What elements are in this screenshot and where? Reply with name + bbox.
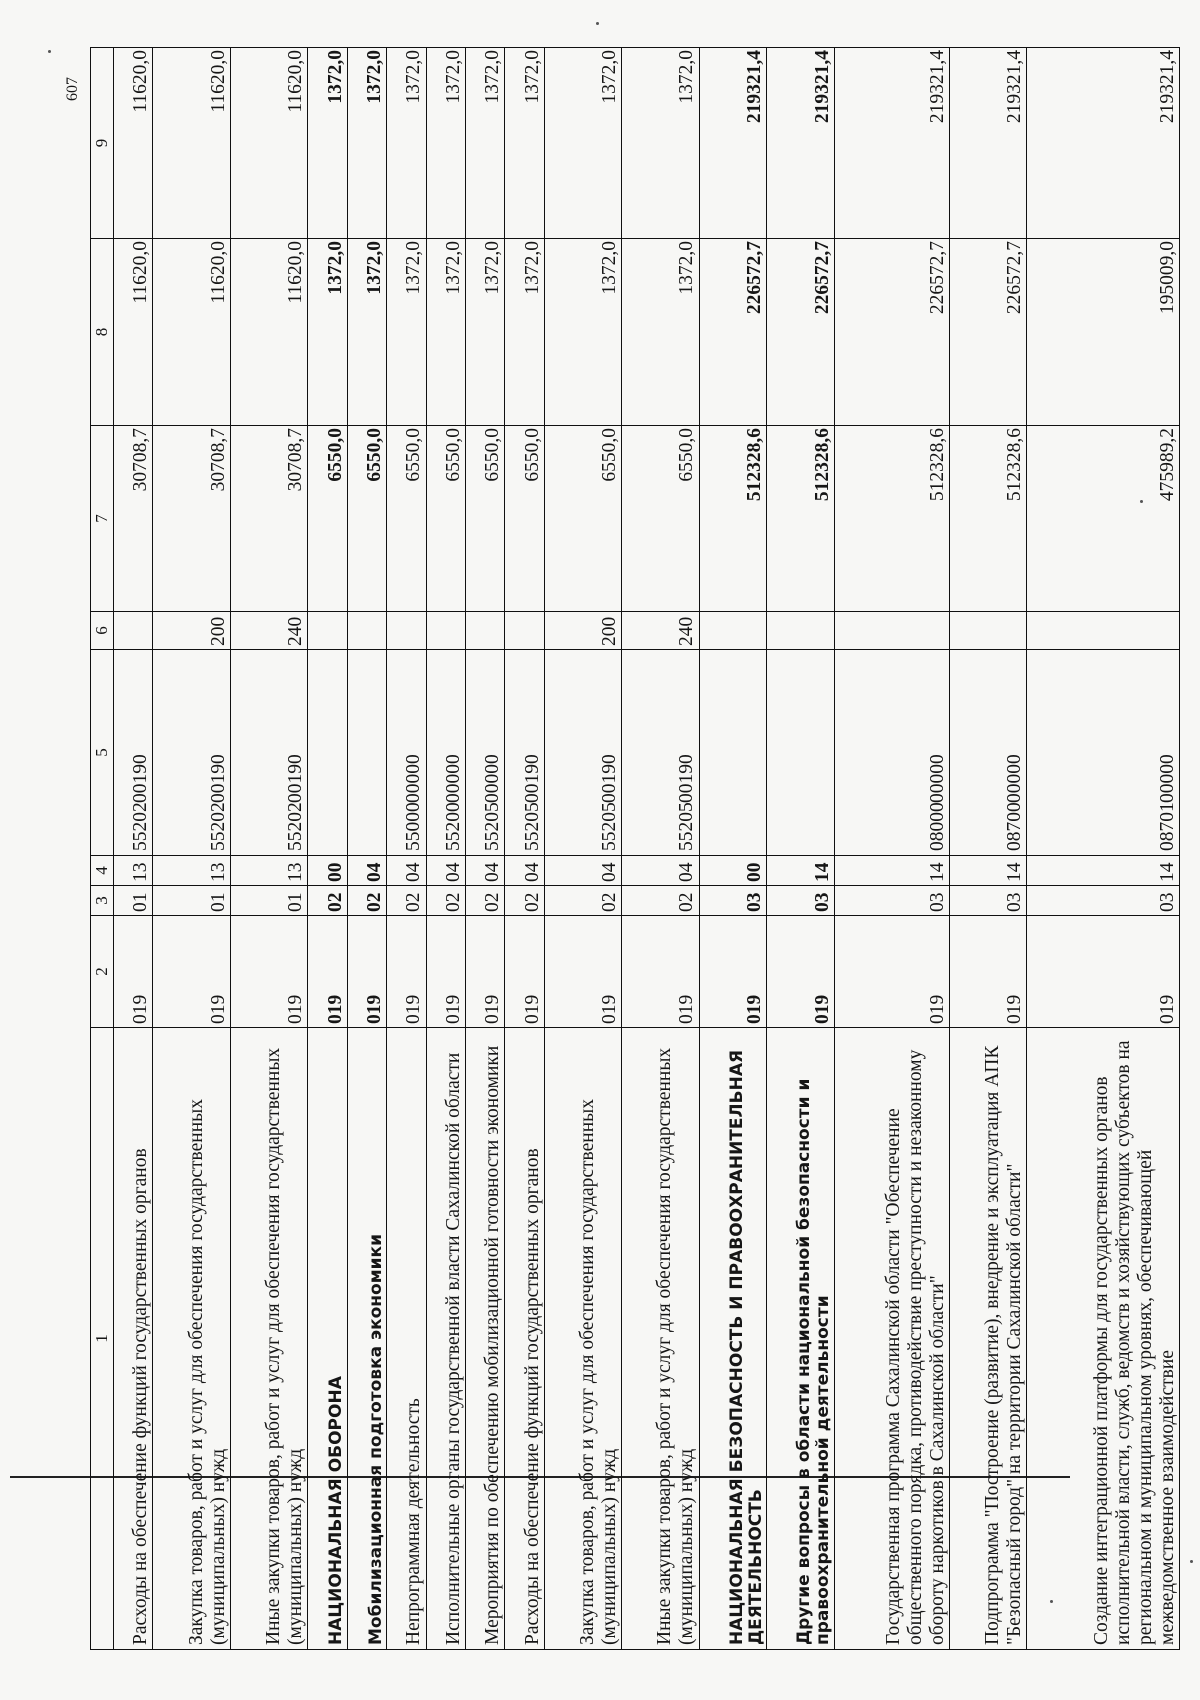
target-article-code [544, 650, 621, 856]
table-row [426, 48, 465, 1650]
ministry-code: 019 [114, 916, 153, 1028]
ministry-code: 019 [153, 916, 230, 1028]
column-number: 5 [91, 650, 114, 856]
target-article-part-1: 55202 [130, 802, 152, 851]
table-row [544, 48, 621, 1650]
amount-col-7: 6550,0 [308, 426, 347, 612]
ministry-code: 019 [1027, 916, 1180, 1028]
section-code: 02 [308, 886, 347, 916]
row-name: Мобилизационная подготовка экономики [347, 1028, 386, 1650]
amount-col-8: 1372,0 [347, 239, 386, 426]
table-row [622, 48, 699, 1650]
subsection-code: 04 [505, 856, 544, 886]
subsection-code: 14 [834, 856, 949, 886]
ministry-code: 019 [622, 916, 699, 1028]
ministry-code: 019 [230, 916, 307, 1028]
section-code: 02 [544, 886, 621, 916]
row-name: Исполнительные органы государственной власти Сахалинской области [426, 1028, 465, 1650]
amount-col-9: 1372,0 [347, 48, 386, 239]
column-number: 4 [91, 856, 114, 886]
column-number-row [91, 48, 114, 1650]
expense-type-code [426, 612, 465, 650]
target-article-part-1: 55202 [207, 802, 229, 851]
row-name: Создание интеграционной платформы для государственных органов исполнительной власти, служб, ведомств и хозяйствующих субъектов на региональном и муниципальном уровнях, обеспечивающей межведомственное взаимодействие [1027, 1028, 1180, 1650]
row-name: Иные закупки товаров, работ и услуг для обеспечения государственных (муниципальных) нужд [622, 1028, 699, 1650]
amount-col-8: 11620,0 [230, 239, 307, 426]
table-row [767, 48, 835, 1650]
amount-col-9: 11620,0 [114, 48, 153, 239]
table-row [1027, 48, 1180, 1650]
target-article-part-1: 08700 [1003, 802, 1025, 851]
expense-type-code [834, 612, 949, 650]
amount-col-7: 512328,6 [834, 426, 949, 612]
amount-col-8: 1372,0 [465, 239, 504, 426]
scan-speck [596, 22, 599, 25]
target-article-code [426, 650, 465, 856]
target-article-part-2: 00190 [207, 754, 229, 803]
table-row [834, 48, 949, 1650]
target-article-part-2: 00000 [403, 754, 425, 803]
amount-col-7: 6550,0 [465, 426, 504, 612]
budget-table [90, 47, 1180, 1650]
section-code: 03 [699, 886, 767, 916]
amount-col-7: 6550,0 [622, 426, 699, 612]
expense-type-code [767, 612, 835, 650]
amount-col-9: 219321,4 [767, 48, 835, 239]
subsection-code: 14 [767, 856, 835, 886]
amount-col-7: 6550,0 [544, 426, 621, 612]
page-number: 607 [64, 77, 81, 101]
section-code: 02 [622, 886, 699, 916]
expense-type-code [465, 612, 504, 650]
ministry-code: 019 [544, 916, 621, 1028]
target-article-part-2: 00190 [521, 754, 543, 803]
expense-type-code [387, 612, 426, 650]
ministry-code: 019 [426, 916, 465, 1028]
amount-col-9: 11620,0 [153, 48, 230, 239]
expense-type-code: 200 [153, 612, 230, 650]
row-name: Иные закупки товаров, работ и услуг для обеспечения государственных (муниципальных) нужд [230, 1028, 307, 1650]
budget-table-container [90, 48, 1180, 1650]
row-name: Другие вопросы в области национальной безопасности и правоохранительной деятельности [767, 1028, 835, 1650]
target-article-part-2: 00000 [1156, 754, 1178, 803]
section-code: 01 [153, 886, 230, 916]
subsection-code: 04 [465, 856, 504, 886]
expense-type-code [699, 612, 767, 650]
amount-col-8: 1372,0 [387, 239, 426, 426]
amount-col-7: 30708,7 [114, 426, 153, 612]
ministry-code: 019 [949, 916, 1026, 1028]
target-article-part-2: 00190 [676, 754, 698, 803]
section-code: 01 [230, 886, 307, 916]
section-code: 03 [834, 886, 949, 916]
expense-type-code: 240 [230, 612, 307, 650]
subsection-code: 04 [347, 856, 386, 886]
amount-col-9: 1372,0 [308, 48, 347, 239]
ministry-code: 019 [505, 916, 544, 1028]
target-article-part-2: 00000 [442, 754, 464, 803]
expense-type-code [949, 612, 1026, 650]
row-name: Расходы на обеспечение функций государственных органов [505, 1028, 544, 1650]
column-number: 8 [91, 239, 114, 426]
section-code: 01 [114, 886, 153, 916]
amount-col-8: 11620,0 [153, 239, 230, 426]
column-number: 9 [91, 48, 114, 239]
amount-col-8: 1372,0 [308, 239, 347, 426]
target-article-part-1: 55205 [521, 802, 543, 851]
column-number: 1 [91, 1028, 114, 1650]
target-article-code [699, 650, 767, 856]
amount-col-9: 1372,0 [505, 48, 544, 239]
amount-col-7: 6550,0 [505, 426, 544, 612]
amount-col-7: 30708,7 [153, 426, 230, 612]
table-row [505, 48, 544, 1650]
table-row [949, 48, 1026, 1650]
amount-col-8: 226572,7 [699, 239, 767, 426]
target-article-code [387, 650, 426, 856]
ministry-code: 019 [834, 916, 949, 1028]
target-article-code [114, 650, 153, 856]
target-article-part-2: 00000 [926, 754, 948, 803]
target-article-code [767, 650, 835, 856]
ministry-code: 019 [347, 916, 386, 1028]
target-article-part-2: 00000 [1003, 754, 1025, 803]
row-name: Закупка товаров, работ и услуг для обеспечения государственных (муниципальных) нужд [153, 1028, 230, 1650]
amount-col-8: 195009,0 [1027, 239, 1180, 426]
target-article-code [834, 650, 949, 856]
target-article-part-1: 08000 [926, 802, 948, 851]
section-code: 03 [767, 886, 835, 916]
amount-col-9: 1372,0 [544, 48, 621, 239]
subsection-code: 13 [230, 856, 307, 886]
target-article-part-1: 55205 [482, 802, 504, 851]
target-article-code [347, 650, 386, 856]
amount-col-9: 1372,0 [465, 48, 504, 239]
target-article-code [622, 650, 699, 856]
section-code: 03 [1027, 886, 1180, 916]
amount-col-7: 512328,6 [949, 426, 1026, 612]
row-name: НАЦИОНАЛЬНАЯ ОБОРОНА [308, 1028, 347, 1650]
target-article-part-1: 55000 [403, 802, 425, 851]
column-number: 7 [91, 426, 114, 612]
expense-type-code: 200 [544, 612, 621, 650]
scan-speck [1190, 1560, 1193, 1563]
target-article-part-2: 00190 [130, 754, 152, 803]
subsection-code: 04 [622, 856, 699, 886]
ministry-code: 019 [387, 916, 426, 1028]
target-article-part-1: 55205 [599, 802, 621, 851]
amount-col-9: 1372,0 [426, 48, 465, 239]
table-row [230, 48, 307, 1650]
row-name: Государственная программа Сахалинской области "Обеспечение общественного порядка, противодействие преступности и незаконному обороту наркотиков в Сахалинской области" [834, 1028, 949, 1650]
table-row [465, 48, 504, 1650]
table-row [387, 48, 426, 1650]
target-article-part-1: 55205 [676, 802, 698, 851]
amount-col-7: 512328,6 [699, 426, 767, 612]
target-article-part-1: 55202 [285, 802, 307, 851]
target-article-code [308, 650, 347, 856]
amount-col-9: 11620,0 [230, 48, 307, 239]
row-name: Мероприятия по обеспечению мобилизационной готовности экономики [465, 1028, 504, 1650]
expense-type-code [308, 612, 347, 650]
column-number: 3 [91, 886, 114, 916]
expense-type-code: 240 [622, 612, 699, 650]
target-article-code [230, 650, 307, 856]
amount-col-8: 1372,0 [505, 239, 544, 426]
amount-col-8: 1372,0 [622, 239, 699, 426]
target-article-part-2: 00190 [285, 754, 307, 803]
amount-col-9: 219321,4 [699, 48, 767, 239]
amount-col-9: 1372,0 [622, 48, 699, 239]
amount-col-8: 1372,0 [426, 239, 465, 426]
section-code: 02 [347, 886, 386, 916]
amount-col-8: 11620,0 [114, 239, 153, 426]
target-article-code [153, 650, 230, 856]
table-row [308, 48, 347, 1650]
expense-type-code [114, 612, 153, 650]
section-code: 02 [426, 886, 465, 916]
amount-col-7: 6550,0 [387, 426, 426, 612]
column-number: 2 [91, 916, 114, 1028]
ministry-code: 019 [767, 916, 835, 1028]
subsection-code: 13 [153, 856, 230, 886]
target-article-code [949, 650, 1026, 856]
amount-col-7: 6550,0 [347, 426, 386, 612]
subsection-code: 04 [387, 856, 426, 886]
subsection-code: 14 [949, 856, 1026, 886]
target-article-part-2: 00190 [599, 754, 621, 803]
table-row [153, 48, 230, 1650]
target-article-code [1027, 650, 1180, 856]
amount-col-8: 1372,0 [544, 239, 621, 426]
expense-type-code [347, 612, 386, 650]
section-code: 02 [505, 886, 544, 916]
row-name: Закупка товаров, работ и услуг для обеспечения государственных (муниципальных) нужд [544, 1028, 621, 1650]
row-name: НАЦИОНАЛЬНАЯ БЕЗОПАСНОСТЬ И ПРАВООХРАНИТЕЛЬНАЯ ДЕЯТЕЛЬНОСТЬ [699, 1028, 767, 1650]
expense-type-code [1027, 612, 1180, 650]
column-number: 6 [91, 612, 114, 650]
target-article-part-1: 08701 [1156, 802, 1178, 851]
ministry-code: 019 [465, 916, 504, 1028]
table-row [114, 48, 153, 1650]
amount-col-7: 475989,2 [1027, 426, 1180, 612]
expense-type-code [505, 612, 544, 650]
row-name: Расходы на обеспечение функций государственных органов [114, 1028, 153, 1650]
amount-col-7: 512328,6 [767, 426, 835, 612]
amount-col-8: 226572,7 [834, 239, 949, 426]
amount-col-8: 226572,7 [767, 239, 835, 426]
amount-col-9: 219321,4 [834, 48, 949, 239]
amount-col-9: 219321,4 [1027, 48, 1180, 239]
target-article-part-1: 55200 [442, 802, 464, 851]
table-row [347, 48, 386, 1650]
subsection-code: 00 [308, 856, 347, 886]
target-article-code [465, 650, 504, 856]
table-row [699, 48, 767, 1650]
amount-col-9: 219321,4 [949, 48, 1026, 239]
ministry-code: 019 [308, 916, 347, 1028]
section-code: 02 [387, 886, 426, 916]
amount-col-7: 30708,7 [230, 426, 307, 612]
amount-col-9: 1372,0 [387, 48, 426, 239]
section-code: 02 [465, 886, 504, 916]
row-name: Подпрограмма "Построение (развитие), внедрение и эксплуатация АПК "Безопасный город" на территории Сахалинской области" [949, 1028, 1026, 1650]
target-article-code [505, 650, 544, 856]
subsection-code: 04 [544, 856, 621, 886]
amount-col-7: 6550,0 [426, 426, 465, 612]
section-code: 03 [949, 886, 1026, 916]
target-article-part-2: 00000 [482, 754, 504, 803]
subsection-code: 04 [426, 856, 465, 886]
scan-speck [48, 50, 51, 53]
subsection-code: 14 [1027, 856, 1180, 886]
subsection-code: 00 [699, 856, 767, 886]
ministry-code: 019 [699, 916, 767, 1028]
row-name: Непрограммная деятельность [387, 1028, 426, 1650]
subsection-code: 13 [114, 856, 153, 886]
amount-col-8: 226572,7 [949, 239, 1026, 426]
